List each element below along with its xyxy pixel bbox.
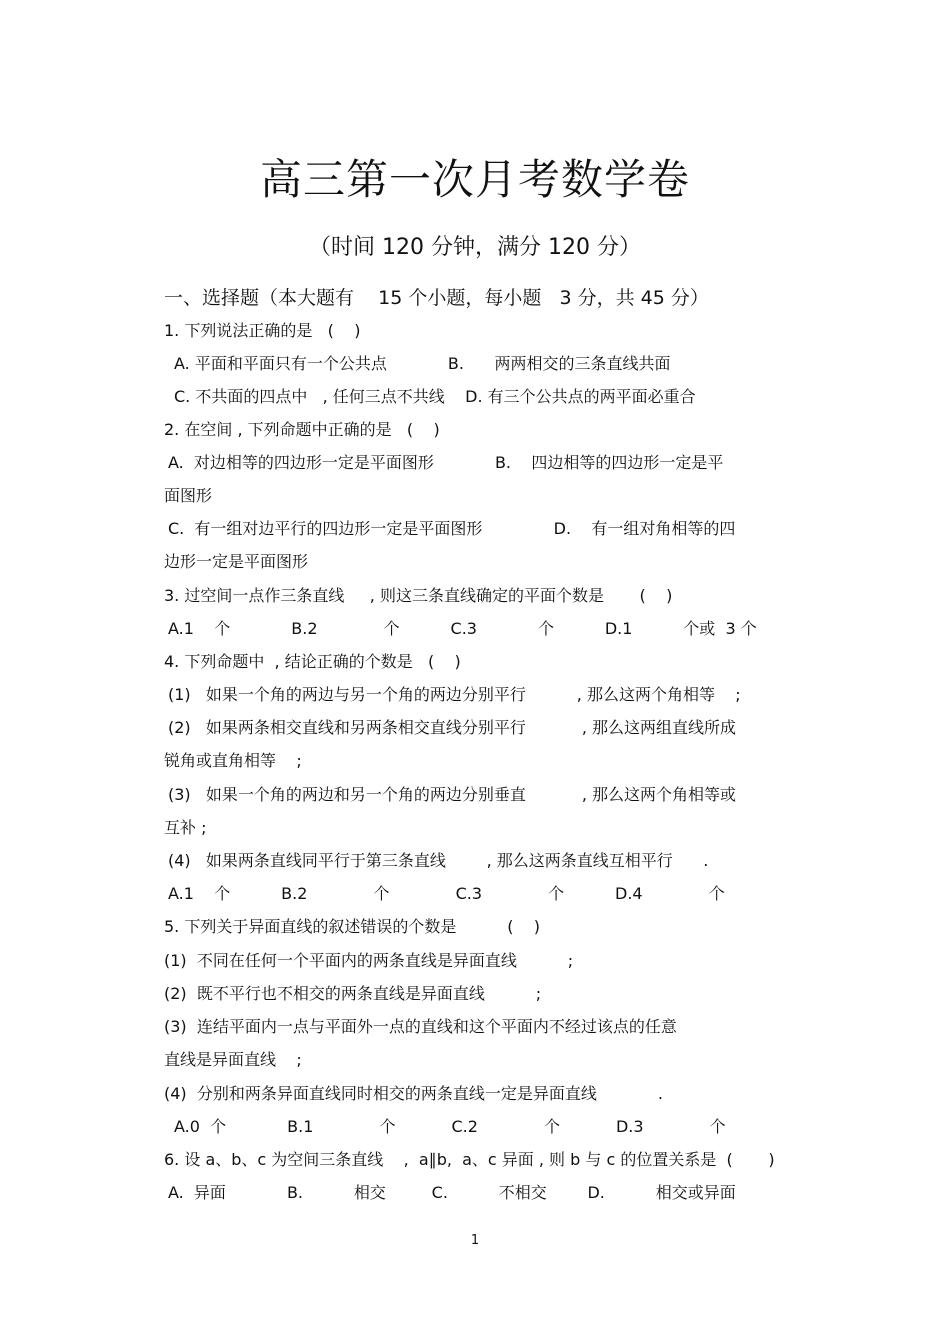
exam-subtitle: （时间 120 分钟，满分 120 分） [309,235,641,260]
question-4-stem: 4. 下列命题中 , 结论正确的个数是 ( ) [164,652,461,671]
question-2-stem: 2. 在空间 , 下列命题中正确的是 ( ) [164,420,440,439]
question-5-statement: 直线是异面直线 ; [164,1050,302,1069]
question-2-option-line: 边形一定是平面图形 [164,552,309,571]
question-3-options: A.1 个 B.2 个 C.3 个 D.1 个或 3 个 [168,619,757,638]
question-2-option-line: 面图形 [164,486,213,505]
question-4-statement: (3) 如果一个角的两边和另一个角的两边分别垂直 , 那么这两个角相等或 [168,785,737,804]
exam-title: 高三第一次月考数学卷 [259,155,690,204]
question-4-statement: (2) 如果两条相交直线和另两条相交直线分别平行 , 那么这两组直线所成 [168,718,737,737]
question-2-option-line: C. 有一组对边平行的四边形一定是平面图形 D. 有一组对角相等的四 [168,519,736,538]
question-5-statement: (3) 连结平面内一点与平面外一点的直线和这个平面内不经过该点的任意 [164,1017,677,1036]
section-heading: 一、选择题（本大题有 15 个小题，每小题 3 分，共 45 分） [164,287,709,309]
question-5-stem: 5. 下列关于异面直线的叙述错误的个数是 ( ) [164,917,541,936]
question-5-statement: (1) 不同在任何一个平面内的两条直线是异面直线 ; [164,951,574,970]
question-2-option-line: A. 对边相等的四边形一定是平面图形 B. 四边相等的四边形一定是平 [168,453,724,472]
question-4-statement: (4) 如果两条直线同平行于第三条直线 , 那么这两条直线互相平行 . [168,851,709,870]
question-6-options: A. 异面 B. 相交 C. 不相交 D. 相交或异面 [168,1183,736,1202]
question-5-statement: (4) 分别和两条异面直线同时相交的两条直线一定是异面直线 . [164,1084,663,1103]
question-4-statement: 锐角或直角相等 ; [164,751,302,770]
question-1-options-ab: A. 平面和平面只有一个公共点 B. 两两相交的三条直线共面 [174,354,671,373]
question-5-options: A.0 个 B.1 个 C.2 个 D.3 个 [174,1117,726,1136]
page-number: 1 [470,1233,480,1248]
question-1-stem: 1. 下列说法正确的是 ( ) [164,321,361,340]
question-6-stem: 6. 设 a、b、c 为空间三条直线 , a∥b, a、c 异面 , 则 b 与 c 的位置关系是 ( ) [164,1150,775,1169]
question-1-options-cd: C. 不共面的四点中 , 任何三点不共线 D. 有三个公共点的两平面必重合 [174,387,696,406]
question-4-statement: (1) 如果一个角的两边与另一个角的两边分别平行 , 那么这两个角相等 ; [168,685,741,704]
question-5-statement: (2) 既不平行也不相交的两条直线是异面直线 ; [164,984,542,1003]
question-3-stem: 3. 过空间一点作三条直线 , 则这三条直线确定的平面个数是 ( ) [164,586,673,605]
question-4-statement: 互补 ; [164,818,207,837]
question-4-options: A.1 个 B.2 个 C.3 个 D.4 个 [168,884,725,903]
